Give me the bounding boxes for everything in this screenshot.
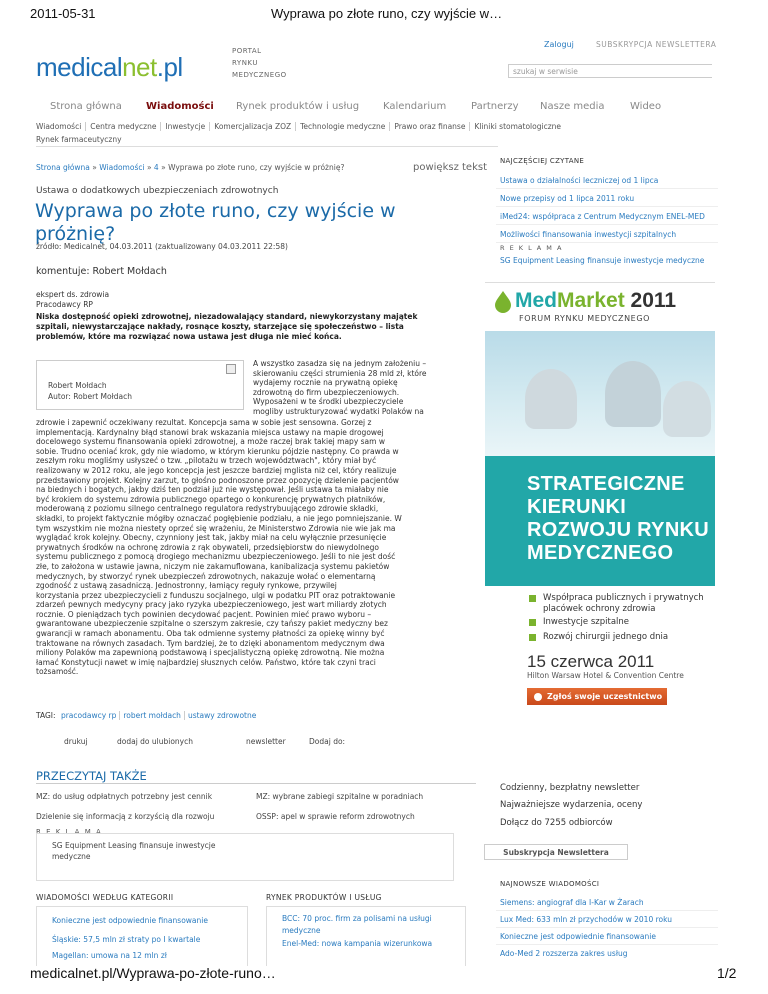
divider — [36, 146, 498, 147]
divider — [496, 188, 718, 189]
broken-image-icon — [226, 364, 236, 374]
read-also-item[interactable]: OSSP: apel w sprawie reform zdrowotnych — [256, 812, 415, 821]
article-line: składki, to projekt faktycznie mógłby oznaczać pogłębienie podziału, a nie jego pomniejszanie. W — [36, 513, 402, 523]
divider — [496, 910, 718, 911]
article-line: realizowany w 2012 roku, ale jego koncepcja jest jeszcze bardziej mglista niż cel, który realizuje — [36, 465, 397, 475]
category-link[interactable]: BCC: 70 proc. firm za polisami na usługi medyczne — [282, 914, 432, 935]
article-line: być krokiem do systemu zdrowia publicznego opartego o konkurencję prywatnych płatników, — [36, 494, 386, 504]
article-source: źródło: Medicalnet, 04.03.2011 (zaktualizowany 04.03.2011 22:58) — [36, 242, 288, 251]
article-line: docelowego systemu finansowania opieki zdrowotnej, a może raczej brak takiej mapy sam w — [36, 437, 385, 447]
read-also-title: PRZECZYTAJ TAKŻE — [36, 769, 147, 783]
medmarket-logo-icon — [495, 291, 511, 313]
tags-label: TAGI: — [36, 711, 56, 720]
article-lead: Niska dostępność opieki zdrowotnej, niezadowalający standard, niewykorzystany majątek szpitali, niewystarczające nakłady, rosnące koszty, starzejące się społeczeństwo – lista problemów, które ma rozwiązać nowa ustawa jest długa nie mieć końca. — [36, 312, 418, 341]
article-line: traktowane na równych zasadach. Tym bardziej, że to dzięki abonamentom medycznym dwa — [36, 638, 385, 648]
subnav-dental-clinics[interactable]: Kliniki stomatologiczne — [469, 122, 565, 131]
enlarge-text-button[interactable]: powiększ tekst — [413, 162, 487, 173]
breadcrumb-home[interactable]: Strona główna — [36, 163, 90, 172]
read-also-item[interactable]: MZ: wybrane zabiegi szpitalne w poradniach — [256, 792, 424, 801]
article-line: korzystania przez ubezpieczycieli z funduszu socjalnego, ulgi w podatku PIT oraz potraktowanie — [36, 590, 396, 600]
divider — [496, 224, 718, 225]
medmarket-subtitle: FORUM RYNKU MEDYCZNEGO — [519, 314, 651, 323]
print-url: medicalnet.pl/Wyprawa-po-złote-runo… — [30, 965, 276, 981]
article-line: Wyposażeni w te środki ubezpieczyciele — [253, 397, 404, 407]
nav-item-home[interactable]: Strona główna — [50, 101, 122, 112]
nav-item-market[interactable]: Rynek produktów i usług — [236, 101, 360, 112]
divider — [496, 927, 718, 928]
tag-link[interactable]: ustawy zdrowotne — [184, 711, 259, 720]
category-link[interactable]: Magellan: umowa na 12 mln zł — [52, 951, 167, 960]
breadcrumb — [36, 163, 344, 172]
subnav-law-finance[interactable]: Prawo oraz finanse — [389, 122, 469, 131]
photo-name: Robert Mołdach — [48, 381, 107, 390]
article-line: tożsamość. — [36, 667, 79, 677]
article-line: moderowaną z poziomu silnego centralnego regulatora redystrybuującego zdrowie składki, — [36, 504, 379, 514]
print-title: Wyprawa po złote runo, czy wyjście w… — [271, 6, 503, 21]
medmarket-ad-banner[interactable] — [485, 282, 715, 687]
article-line: A wszystko zasadza się na jednym założeniu – — [253, 359, 427, 368]
article-line: zdrowie i zapewnić oczekiwany rezultat. Koncepcja sama w sobie jest sensowna. Gorzej z — [36, 418, 372, 427]
brand-part2: Market — [557, 289, 625, 312]
article-commenter: komentuje: Robert Mołdach — [36, 266, 167, 277]
main-navigation — [0, 101, 740, 115]
latest-news-title: NAJNOWSZE WIADOMOŚCI — [500, 880, 600, 888]
category-link[interactable]: Enel-Med: nowa kampania wizerunkowa — [282, 939, 433, 948]
article-line: rocznie. O pieniądzach tych powinien decydować pacjent. Powinien mieć prawo wyboru – — [36, 609, 372, 619]
breadcrumb-current: Wyprawa po złote runo, czy wyjście w próżnię? — [168, 163, 345, 172]
logo-text-part1: medical — [36, 52, 123, 82]
ad-bullet: Inwestycje szpitalne — [543, 617, 630, 627]
ad-cta-button[interactable] — [527, 688, 667, 705]
ad-text-link[interactable]: SG Equipment Leasing finansuje inwestycje medyczne — [52, 841, 216, 861]
doctor-figure — [663, 381, 711, 437]
divider — [36, 783, 476, 784]
brand-year: 2011 — [630, 289, 677, 312]
divider — [496, 944, 718, 945]
portal-line3: MEDYCZNEGO — [232, 71, 287, 79]
article-line: tym wszystkim nie można niestety oprzeć się wrażeniu, że Ministerstwo Zdrowia nie wie jak ma — [36, 523, 396, 533]
portal-line1: PORTAL — [232, 47, 262, 55]
most-read-link[interactable]: iMed24: współpraca z Centrum Medycznym ENEL-MED — [500, 212, 705, 221]
ad-headline-line: MEDYCZNEGO — [527, 542, 674, 564]
article-body-side — [253, 359, 433, 417]
ad-headline-line: ROZWOJU RYNKU — [527, 519, 710, 541]
breadcrumb-sep: » — [158, 163, 169, 172]
latest-news-link[interactable]: Siemens: angiograf dla I-Kar w Żarach — [500, 898, 644, 907]
article-line: zdarzeń pewnych medycyny pracy jako ryzyka ubezpieczeniowego, jest wart miliardy złotych — [36, 600, 387, 610]
read-also-item[interactable]: MZ: do usług odpłatnych potrzebny jest cennik — [36, 792, 213, 801]
latest-news-link[interactable]: Ado-Med 2 rozszerza zakres usług — [500, 949, 628, 958]
article-line: gwarancji w ramach abonamentu. Oba tak odmienne systemy płatności za opiekę winny być — [36, 629, 385, 639]
nav-item-calendar[interactable]: Kalendarium — [383, 101, 447, 112]
breadcrumb-sep: » — [89, 163, 100, 172]
article-line: zdrowotną do firm ubezpieczeniowych. — [253, 387, 400, 397]
author-role-line2: Pracodawcy RP — [36, 300, 93, 309]
article-line: implementacją. Kardynalny błąd stanowi brak wskazania miejsca ustawy na mapie drogowej — [36, 427, 384, 437]
divider — [496, 206, 718, 207]
medmarket-brand — [515, 289, 676, 313]
latest-news-link[interactable]: Konieczne jest odpowiednie finansowanie — [500, 932, 656, 941]
search-input[interactable]: szukaj w serwisie — [508, 64, 712, 78]
article-line: złe, to założona w ustawie jawna, niczym nie zakamuflowana, kanibalizacja systemu pakietów — [36, 561, 390, 571]
article-line: gwarantowane ubezpieczenie szpitalne o szerszym zakresie, czy tańszy pakiet medyczny bez — [36, 619, 388, 629]
most-read-title: NAJCZĘŚCIEJ CZYTANE — [500, 157, 585, 165]
tag-link[interactable]: robert mołdach — [119, 711, 184, 720]
article-line: mogliby ustrukturyzować wydatki Polaków na — [253, 406, 424, 416]
doctor-figure — [525, 369, 577, 429]
logo-text-part3: .pl — [156, 52, 183, 82]
subnav-news[interactable]: Wiadomości — [36, 122, 82, 131]
article-line: skierowaniu części strumienia 28 mld zł, które — [253, 368, 427, 378]
category-link[interactable]: Śląskie: 57,5 mln zł straty po I kwartale — [52, 935, 201, 944]
print-date: 2011-05-31 — [30, 6, 96, 21]
sub-navigation — [36, 120, 596, 146]
divider — [496, 242, 718, 243]
category-link[interactable]: Konieczne jest odpowiednie finansowanie — [52, 916, 208, 925]
breadcrumb-news[interactable]: Wiadomości — [99, 163, 145, 172]
newsletter-subscribe-button[interactable]: Subskrypcja Newslettera — [484, 844, 628, 860]
ad-event-venue: Hilton Warsaw Hotel & Convention Centre — [527, 671, 684, 680]
breadcrumb-sep: » — [144, 163, 154, 172]
ad-cta-label: Zgłoś swoje uczestnictwo — [547, 692, 663, 701]
most-read-link[interactable]: Nowe przepisy od 1 lipca 2011 roku — [500, 194, 635, 203]
article-tags — [36, 711, 259, 720]
nav-item-video[interactable]: Wideo — [630, 101, 662, 112]
author-photo-caption — [48, 380, 132, 402]
author-role — [36, 290, 109, 310]
logo-text-part2: net — [122, 52, 157, 82]
nav-item-news[interactable]: Wiadomości — [146, 101, 214, 112]
add-favorite-button[interactable]: dodaj do ulubionych — [117, 737, 193, 746]
author-role-line1: ekspert ds. zdrowia — [36, 290, 110, 299]
article-line: prywatnych środków na ochronę zdrowia z rąk obywateli, przedsiębiorstw do niewydolnego — [36, 542, 379, 552]
article-line: przedstawiony projekt. Kolejny zarzut, to głośno podnoszone przez opozycję dzielenie pacjentów — [36, 475, 399, 485]
article-line: miliony Polaków ma zapewnioną podstawową i specjalistyczną opiekę zdrowotną. Nie można — [36, 648, 385, 658]
ad-event-date: 15 czerwca 2011 — [527, 652, 655, 671]
ad-bullet: Współpraca publicznych i prywatnych placówek ochrony zdrowia — [543, 593, 713, 615]
article-title: Wyprawa po złote runo, czy wyjście w próżnię? — [35, 200, 396, 245]
article-category[interactable]: Ustawa o dodatkowych ubezpieczeniach zdrowotnych — [36, 186, 279, 196]
article-line: wyglądać krok kolejny. Obecny, czynniony jest tak, jakby miał na celu wyłącznie przesunięcie — [36, 533, 387, 543]
most-read-link[interactable]: Ustawa o działalności leczniczej od 1 lipca — [500, 176, 659, 185]
category-news-title: WIADOMOŚCI WEDŁUG KATEGORII — [36, 893, 174, 902]
article-line: sobie. Trudno oceniać krok, gdy nie wiadomo, w którym kierunku pójdzie następny. Co prawda w — [36, 446, 399, 456]
portal-tagline — [232, 45, 287, 81]
ad-headline-panel — [485, 456, 715, 586]
sidebar-ad-link[interactable]: SG Equipment Leasing finansuje inwestycje medyczne — [500, 256, 705, 265]
photo-author: Autor: Robert Mołdach — [48, 392, 132, 401]
ad-headline-line: STRATEGICZNE — [527, 473, 685, 495]
doctor-figure — [605, 361, 661, 427]
doctors-photo — [485, 331, 715, 456]
article-line: łamać Konstytucji nawet w imię najbardziej słusznych celów. Państwo, które tak czyni traci — [36, 657, 376, 667]
article-line: systemu publicznego z pomocą drogiego mechanizmu ubezpieczeniowego. Jeśli to nie jest dość — [36, 552, 396, 562]
nav-item-partners[interactable]: Partnerzy — [471, 101, 519, 112]
arrow-icon — [534, 693, 542, 701]
article-line: zgodność z ustawą zasadniczą. Jednostronny, łamiący reguły rynkowe, przywilej — [36, 581, 337, 591]
nav-item-media[interactable]: Nasze media — [540, 101, 605, 112]
ad-headline-line: KIERUNKI — [527, 496, 627, 518]
read-also-item[interactable]: Dzielenie się informacją z korzyścią dla rozwoju — [36, 812, 215, 821]
newsletter-line2: Najważniejsze wydarzenia, oceny — [500, 800, 643, 810]
article-line: na biednych i bogatych, jakby dziś ten podział już nie występował. Jeśli ustawa ta miałaby nie — [36, 485, 389, 495]
breadcrumb-page[interactable]: 4 — [153, 163, 159, 172]
newsletter-button[interactable]: newsletter — [246, 737, 286, 746]
print-page-number: 1/2 — [717, 965, 737, 981]
ad-label: R E K L A M A — [500, 244, 563, 252]
tag-link[interactable]: pracodawcy rp — [60, 711, 117, 720]
most-read-link[interactable]: Możliwości finansowania inwestycji szpitalnych — [500, 230, 677, 239]
subnav-medical-centers[interactable]: Centra medyczne — [85, 122, 160, 131]
site-logo[interactable] — [36, 52, 183, 83]
ad-label: R E K L A M A — [36, 828, 103, 836]
share-label: Dodaj do: — [309, 737, 346, 746]
article-line: wydajemy rocznie na prywatną opiekę — [253, 378, 398, 388]
login-link[interactable]: Zaloguj — [544, 40, 574, 49]
newsletter-line3: Dołącz do 7255 odbiorców — [500, 818, 613, 828]
ad-bullet: Rozwój chirurgii jednego dnia — [543, 632, 669, 642]
latest-news-link[interactable]: Lux Med: 633 mln zł przychodów w 2010 roku — [500, 915, 672, 924]
article-line: medycznych, by stworzyć rynek ubezpieczeń zdrowotnych, nakazuje wołać o elementarną — [36, 571, 376, 581]
subnav-investments[interactable]: Inwestycje — [160, 122, 209, 131]
newsletter-subscription-link[interactable]: SUBSKRYPCJA NEWSLETTERA — [596, 40, 717, 49]
subnav-commercialization[interactable]: Komercjalizacja ZOZ — [209, 122, 295, 131]
article-body — [36, 418, 440, 677]
brand-part1: Med — [515, 289, 557, 312]
subnav-pharma[interactable]: Rynek farmaceutyczny — [36, 135, 122, 144]
article-line: zeszłym roku mogliśmy usłyszeć o tzw. „pilotażu w trzech województwach", który miał być — [36, 456, 377, 466]
newsletter-line1: Codzienny, bezpłatny newsletter — [500, 783, 640, 793]
category-market-title: RYNEK PRODUKTÓW I USŁUG — [266, 893, 382, 902]
print-button[interactable]: drukuj — [64, 737, 88, 746]
portal-line2: RYNKU — [232, 59, 258, 67]
subnav-medical-tech[interactable]: Technologie medyczne — [295, 122, 389, 131]
